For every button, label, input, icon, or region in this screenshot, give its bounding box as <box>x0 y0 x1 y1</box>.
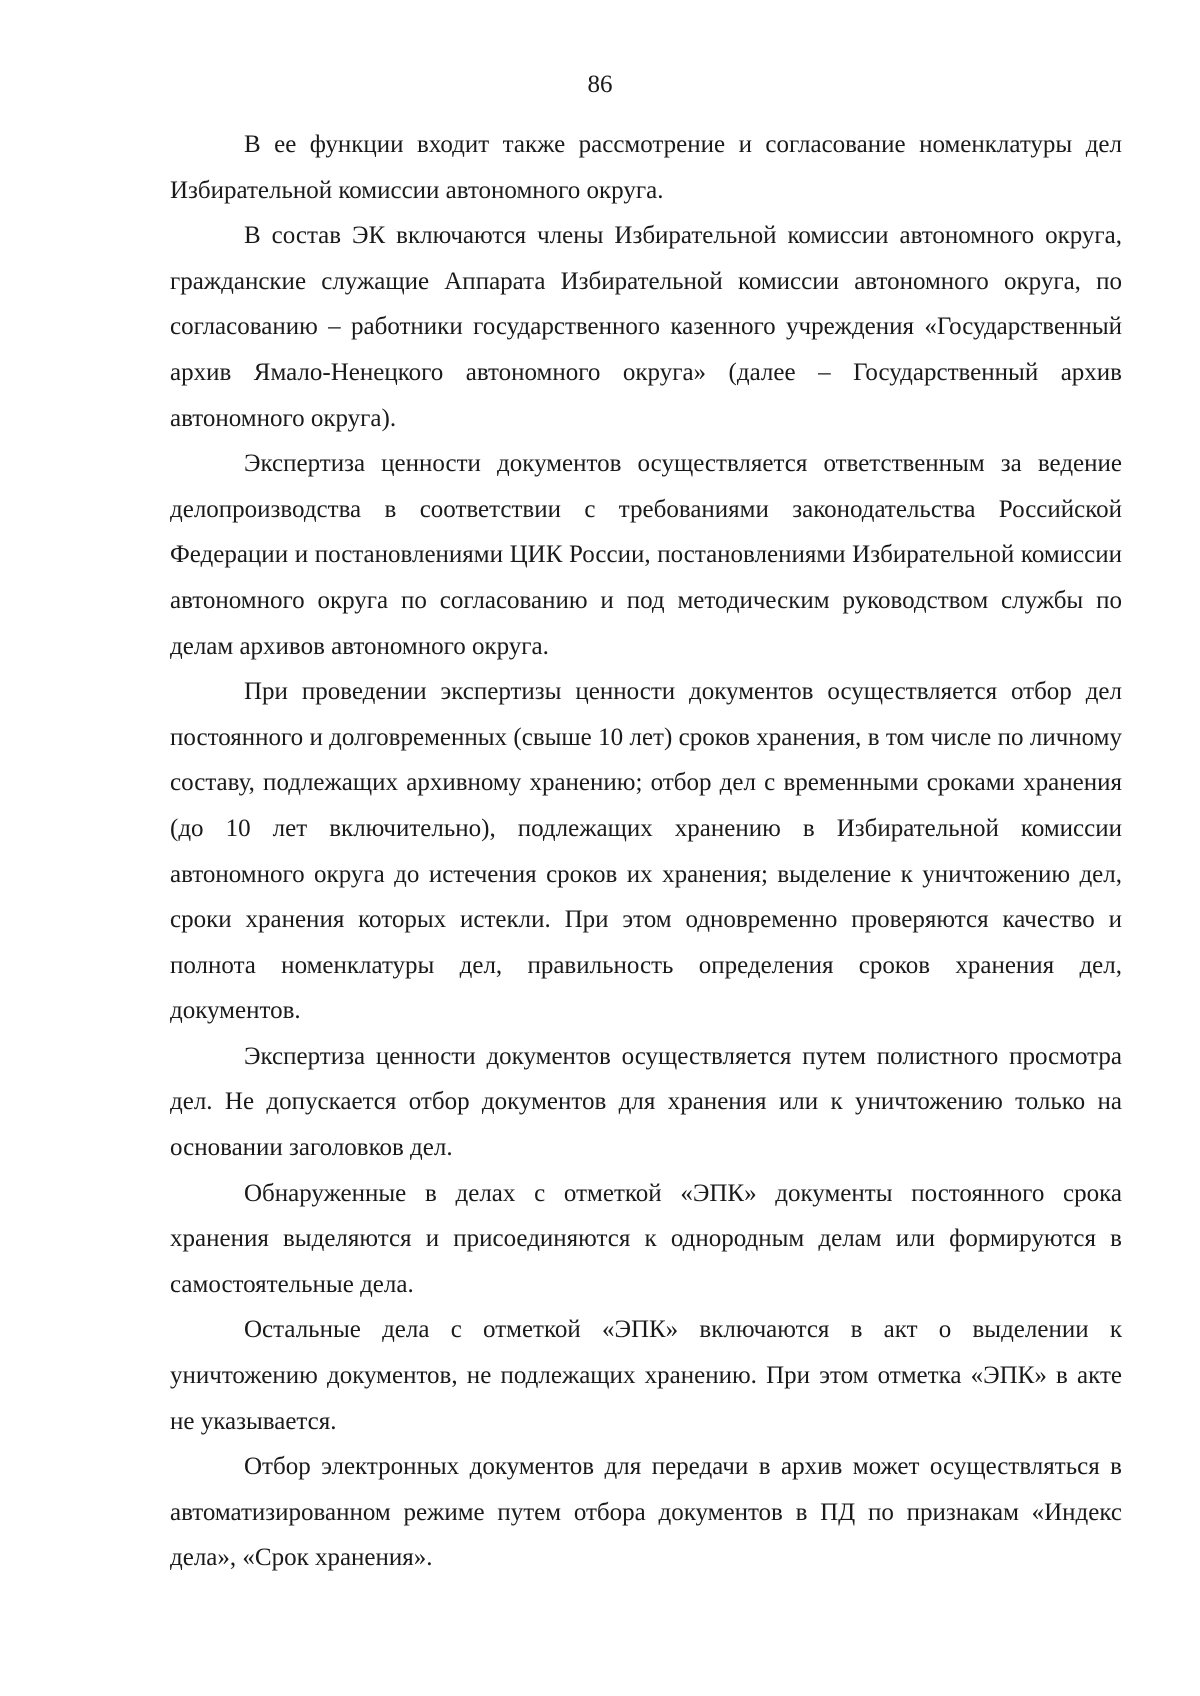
document-body <box>170 122 1122 1581</box>
paragraph: Отбор электронных документов для передачи в архив может осуществляться в автоматизированном режиме путем отбора документов в ПД по признакам «Индекс дела», «Срок хранения». <box>170 1453 1122 1572</box>
paragraph: Экспертиза ценности документов осуществляется путем полистного просмотра дел. Не допускается отбор документов для хранения или к уничтожению только на основании заголовков дел. <box>170 1042 1122 1162</box>
paragraph: При проведении экспертизы ценности документов осуществляется отбор дел постоянного и долговременных (свыше 10 лет) сроков хранения, в том числе по личному составу, подлежащих архивному хранению; отбор дел с временными сроками хранения (до 10 лет включительно), подлежащих хранению в Избирательной комиссии автономного округа до истечения сроков их хранения; выделение к уничтожению дел, сроки хранения которых истекли. При этом одновременно проверяются качество и полнота номенклатуры дел, правильность определения сроков хранения дел, документов. <box>170 678 1122 1025</box>
paragraph: Экспертиза ценности документов осуществляется ответственным за ведение делопроизводства в соответствии с требованиями законодательства Российской Федерации и постановлениями ЦИК России, постановлениями Избирательной комиссии автономного округа по согласованию и под методическим руководством службы по делам архивов автономного округа. <box>170 450 1122 660</box>
page-number: 86 <box>587 71 613 98</box>
paragraph: В состав ЭК включаются члены Избирательной комиссии автономного округа, гражданские служащие Аппарата Избирательной комиссии автономного округа, по согласованию – работники государственного казенного учреждения «Государственный архив Ямало-Ненецкого автономного округа» (далее – Государственный архив автономного округа). <box>170 222 1122 432</box>
paragraph: Обнаруженные в делах с отметкой «ЭПК» документы постоянного срока хранения выделяются и присоединяются к однородным делам или формируются в самостоятельные дела. <box>170 1179 1122 1298</box>
paragraph: В ее функции входит также рассмотрение и согласование номенклатуры дел Избирательной комиссии автономного округа. <box>170 131 1122 204</box>
paragraph: Остальные дела с отметкой «ЭПК» включаются в акт о выделении к уничтожению документов, не подлежащих хранению. При этом отметка «ЭПК» в акте не указывается. <box>170 1316 1122 1435</box>
